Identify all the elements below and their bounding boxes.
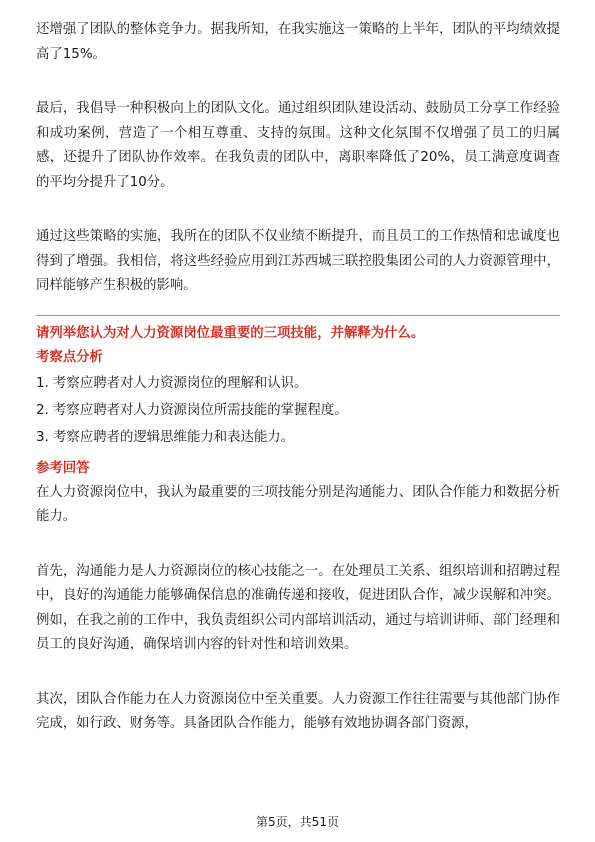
section-divider xyxy=(36,315,560,316)
body-paragraph: 通过这些策略的实施，我所在的团队不仅业绩不断提升，而且员工的工作热情和忠诚度也得到了增强。我相信，将这些经验应用到江苏西城三联控股集团公司的人力资源管理中，同样能够产生积极的影响。 xyxy=(36,229,560,293)
analysis-item: 3. 考察应聘者的逻辑思维能力和表达能力。 xyxy=(36,429,295,445)
body-paragraph: 还增强了团队的整体竞争力。据我所知，在我实施这一策略的上半年，团队的平均绩效提高了15%。 xyxy=(36,22,560,62)
analysis-item: 2. 考察应聘者对人力资源岗位所需技能的掌握程度。 xyxy=(36,402,348,418)
page-content xyxy=(36,18,560,737)
answer-heading: 参考回答 xyxy=(36,460,90,476)
analysis-item: 1. 考察应聘者对人力资源岗位的理解和认识。 xyxy=(36,375,308,391)
answer-paragraph: 首先，沟通能力是人力资源岗位的核心技能之一。在处理员工关系、组织培训和招聘过程中，良好的沟通能力能够确保信息的准确传递和接收，促进团队合作，减少误解和冲突。例如，在我之前的工作中，我负责组织公司内部培训活动，通过与培训讲师、部门经理和员工的良好沟通，确保培训内容的针对性和培训效果。 xyxy=(36,563,560,652)
body-paragraph: 最后，我倡导一种积极向上的团队文化。通过组织团队建设活动、鼓励员工分享工作经验和成功案例，营造了一个相互尊重、支持的氛围。这种文化氛围不仅增强了员工的归属感，还提升了团队协作效率。在我负责的团队中，离职率降低了20%，员工满意度调查的平均分提升了10分。 xyxy=(36,101,560,190)
page-number-footer: 第5页，共51页 xyxy=(256,815,339,829)
analysis-heading: 考察点分析 xyxy=(36,349,103,365)
answer-paragraph: 其次，团队合作能力在人力资源岗位中至关重要。人力资源工作往往需要与其他部门协作完成，如行政、财务等。具备团队合作能力，能够有效地协调各部门资源， xyxy=(36,691,560,731)
interview-question: 请列举您认为对人力资源岗位最重要的三项技能，并解释为什么。 xyxy=(36,325,425,341)
answer-paragraph: 在人力资源岗位中，我认为最重要的三项技能分别是沟通能力、团队合作能力和数据分析能力。 xyxy=(36,484,560,524)
